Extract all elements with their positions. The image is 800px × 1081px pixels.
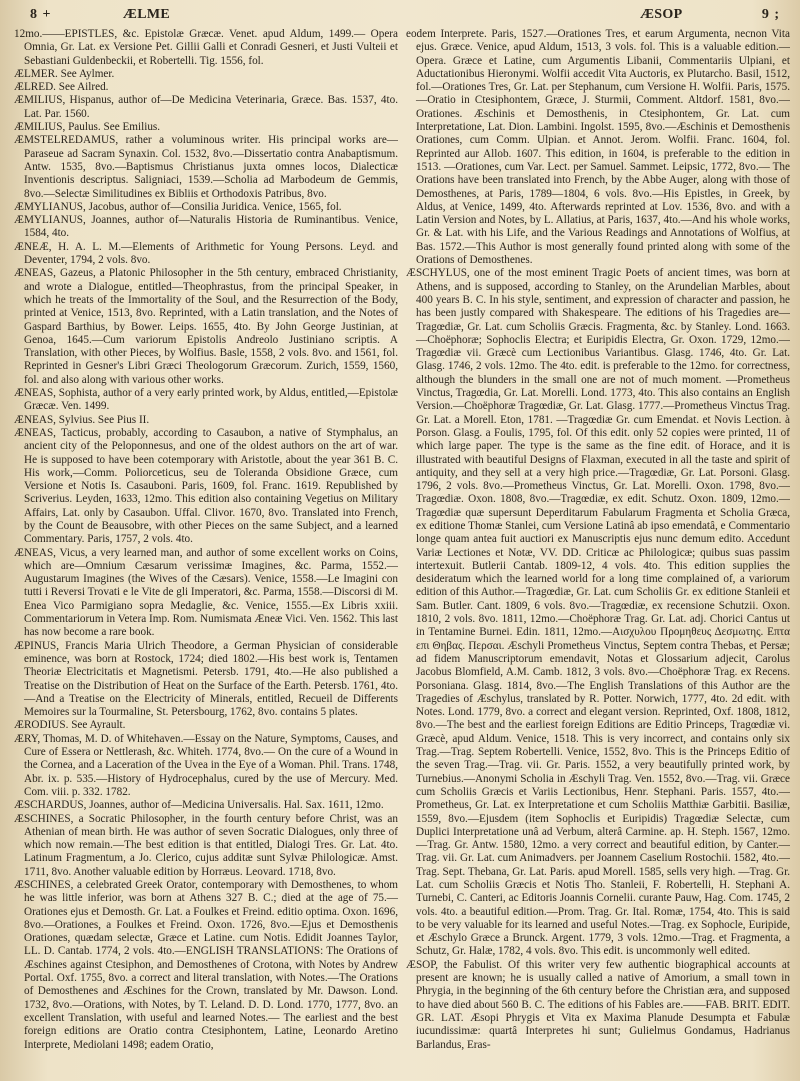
entry-paragraph: ÆLMER. See Aylmer. xyxy=(14,67,115,80)
right-column xyxy=(406,28,790,1077)
entry-paragraph: eodem Interprete. Paris, 1527.—Orationes Tres, et earum Argumenta, necnon Vita ejus. Græce. Venice, apud Aldum, 1513, 3 vols. fol. This is a valuable edition.—Opera. Græce et Latine, cum Argumentis Libanii, Commentariis Ulpiani, et Aductationibus Hieronymi. Wolfii accedit Vita Auctoris, ex Plutarcho. Basil, 1512, fol.—Orationes Tres, Gr. Lat. per Stephanum, cum Versione H. Wolfii. Paris, 1575.—Oratio in Ctesiphontem, Græce, J. Sturmii, Comment. Altdorf. 1581, 8vo.—Orationes. Æschinis et Demosthenis, in Ctesiphontem, Gr. Lat. cum Interpretatione, Lat. Dion. Lambini. Ingolst. 1595, 8vo.—Æschinis et Demosthenis Orationes, cum Comm. Ulpian. et Annot. Jerom. Wolfii. Franc. 1604, fol. Reprinted aur Allob. 1607. This edition, in 1604, is preferable to the edition in 1513. —Orationes, cum Var. Lect. per Samuel. Sammet. Leipsic, 1772, 8vo.— The Orations have been translated into French, by the Abbe Auger, along with those of Demosthenes, at Paris, 1789—1804, 6 vols. 8vo.—His Epistles, in Greek, by Aldus, at Venice, 1499, 4to. Afterwards reprinted at Lov. 1536, 8vo. and with a Latin Version and Notes, by L. Allatius, at Paris, 1637, 4to.—And his whole works, Gr. & Lat. with his Life, and the Various Readings and Annotations of Wolfius, at Bas. 1572.—This Author is most generally found printed along with some of the Orations of Demosthenes. xyxy=(406,28,790,267)
entry-paragraph: ÆNEAS, Vicus, a very learned man, and author of some excellent works on Coins, which are—Omnium Cæsarum verissimæ Imagines, &c. Parma, 1552.—Augustarum Imagines (the Wives of the Cæsars). Venice, 1558.—Le Imagini con tutti i Reversi Trovati e le Vite de gli Imperatori, &c. Parma, 1558.—Discorsi di M. Enea Vico Parmigiano sopra Medaglie, &c. Venice, 1555.—Ex Libris xxiii. Commentariorum in Vetera Imp. Rom. Numismata Æneæ Vici. Ven. 1562. This last has now become a rare book. xyxy=(14,546,398,639)
left-header xyxy=(30,7,170,23)
right-page-number: 9 ; xyxy=(761,7,780,22)
left-column xyxy=(14,28,398,1077)
entry-paragraph: ÆLRED. See Ailred. xyxy=(14,81,109,94)
text-columns xyxy=(14,28,790,1077)
entry-paragraph: ÆMYLIANUS, Jacobus, author of—Consilia Juridica. Venice, 1565, fol. xyxy=(14,200,342,213)
entry-paragraph: ÆNEAS, Sophista, author of a very early printed work, by Aldus, entitled,—Epistolæ Græcæ. Ven. 1499. xyxy=(14,387,398,413)
entry-paragraph: ÆSCHYLUS, one of the most eminent Tragic Poets of ancient times, was born at Athens, and is supposed, according to Stanley, on the Arundelian Marbles, about 400 years B. C. In his style, sentiment, and expression of character and passion, he has been justly compared with Shakespeare. The editions of his Tragedies are—Tragœdiæ, Gr. Lat. cum Scholiis Græcis. Fragmenta, &c. by Stanley. Lond. 1663.—Choëphoræ; Sophoclis Electra; et Euripidis Electra, Gr. Oxon. 1729, 12mo.—Tragœdiæ vii. Græcè cum Lectionibus Variantibus. Glasg. 1746, 4to. Gr. Lat. Glasg. 1746, 2 vols. 12mo. The 4to. edit. is preferable to the 12mo. for correctness, although the blunders in the small one are not of much moment. —Prometheus Vinctus, Tragœdia, Gr. Lat. Morelli. Lond. 1773, 4to. This also contains an English Version.—Choëphoræ Tragœdiæ, Gr. Lat. Glasg. 1777.—Prometheus Vinctus Trag. Gr. Lat. a Morell. Eton, 1781. —Tragœdiæ Gr. cum Emendat. et Novis Lection. à Porson. Glasg. a Foulis, 1795, fol. Of this edit. only 52 copies were printed, 11 of which large paper. The type is the same as the fine edit. of Horace, and it is illustrated with beautiful Designs of Flaxman, executed in all the taste and spirit of antiquity, and they sell at a very high price.—Tragœdiæ, Gr. Lat. Porsoni. Glasg. 1796, 2 vols. 8vo.—Prometheus Vinctus, Gr. Lat. Morelli. Oxon. 1798, 8vo.—Tragœdiæ. Oxon. 1808, 8vo.—Tragœdiæ, ex edit. Schutz. Oxon. 1809, 12mo.—Tragœdiæ quæ supersunt Deperditarum Fabularum Fragmenta et Scholia Græca, ex editione Thomæ Stanlei, cum Versione Latinâ ab ipso emendatâ, e Commentario longe quam antea fuit auctiori ex Manuscriptis ejus nunc demum edito. Accedunt Variæ Lectiones et Notæ, VV. DD. Criticæ ac Philologicæ; quibus suas passim intertexuit. Butlerii Cantab. 1809-12, 4 vols. 4to. This edition supplies the desideratum which the learned world for a long time complained of, a variorum edition of this Author.—Tragœdiæ, Gr. Lat. cum Scholiis Gr. ex editione Stanleii et Sam. Butler. Cant. 1809, 6 vols. 8vo.—Tragœdiæ, ex recensione Schutzii. Oxon. 1810, 2 vols. 8vo. 1811, 12mo.—Choëphoræ Trag. Gr. Lat. adj. Chorici Cantus ut in Tentamine Burnei. Edin. 1811, 12mo.—Αισχυλου Προμηθευς Δεσμωτης. Επτα επι Θηβας. Περσαι. Æschyli Prometheus Vinctus, Septem contra Thebas, et Persæ; ad fidem Manuscriptorum emendavit, Notas et Glossarium adjecit, Carolus Jacobus Blomfield, A.M. Camb. 1812, 3 vols. 8vo.—Choëphoræ Trag. ex Recens. Porsoniana. Glasg. 1814, 8vo.—The English Translations of this Author are the Tragedies of Æschylus, translated by R. Potter. Norwich, 1777, 4to. 2d edit. with Notes. Lond. 1779, 8vo. a correct and elegant version. Reprinted, Oxf. 1808, 1812, 8vo.—The best and the earliest foreign Editions are Editio Princeps, Tragœdiæ vi. Græcè, apud Aldum. Venice, 1518. This is very incorrect, and contains only six Trag.—Trag. Septem Robertelli. Venice, 1552, 8vo. This is the Princeps Editio of the seven Trag.—Trag. vii. Gr. Paris. 1552, a very beautifully printed work, by Turnebius.—Anonymi Scholia in Æschyli Trag. Ven. 1552, 8vo.—Trag. vii. Græce cum Scholiis Græcis et Variis Lectionibus, Henr. Stephani. Paris. 1557, 4to.—Prometheus, Gr. Lat. ex Interpretatione et cum Scholiis Matthiæ Garbitii. Basiliæ, 1559, 8vo.—Ejusdem (item Sophoclis et Euripidis) Tragœdiæ Selectæ, cum Duplici Interpretatione unâ ad Verbum, alterâ Carmine. ap. H. Steph. 1567, 12mo.—Trag. Gr. Antw. 1580, 12mo. a very correct and beautiful edition, by Canter.—Trag. vii. Gr. Lat. cum Animadvers. per Joannem Caselium Rostochii. 1582, 4to.— Trag. Sept. Thebana, Gr. Lat. Paris. apud Morell. 1585, sells very high. —Trag. Gr. Lat. cum Scholiis Græcis et Notis Tho. Stanleii, F. Robertelli, H. Stephani A. Turnebi, C. Canteri, ac Editoris Joannis Cornelii. curante Pauw, Hag. Com. 1745, 2 vols. 4to. a beautiful edition.—Prom. Trag. Gr. Ital. Romæ, 1754, 4to. This is said to be very valuable for its learned and useful Notes.—Trag. ex Sophocle, Euripide, et Æschylo Græce a Brunck. Argent. 1779, 3 vols. 12mo.—Trag. et Fragmenta, a Schutz, Gr. Halæ, 1782, 4 vols. 8vo. This edit. is uncommonly well edited. xyxy=(406,267,790,958)
entry-paragraph: ÆPINUS, Francis Maria Ulrich Theodore, a German Physician of considerable eminence, was born at Rostock, 1724; died 1802.—His best work is, Tentamen Theoriæ Electricitatis et Magnetismi. Petersb. 1791, 4to.—He also published a Treatise on the Distribution of Heat on the Surface of the Earth. Petersb. 1761, 4to.—And a Treatise on the Electricity of Minerals, entitled, Recueil de Differents Memoires sur la Tourmaline, St. Petersbourg, 1762, 8vo. contains 5 plates. xyxy=(14,639,398,719)
entry-paragraph: ÆMILIUS, Paulus. See Emilius. xyxy=(14,121,161,134)
entry-paragraph: ÆNEAS, Tacticus, probably, according to Casaubon, a native of Stymphalus, an ancient city of the Peloponnesus, and one of the oldest authors on the art of war. He is supposed to have been cotemporary with Aristotle, about the year 361 B. C. His work,—Comm. Poliorceticus, seu de Toleranda Obsidione Græce, cum Versione et Notis Is. Casauboni. Paris, 1609, fol. Franc. 1619. Republished by Scriverius. Leyden, 1633, 12mo. This edition also containing Vegetius on Military Affairs, Lat. only by Casaubon. Uffal. Clivor. 1670, 8vo. Translated into French, by the Count de Beausobre, with other Pieces on the same Subject, and a learned Commentary. Paris, 1757, 2 vols. 4to. xyxy=(14,426,398,546)
entry-paragraph: ÆRY, Thomas, M. D. of Whitehaven.—Essay on the Nature, Symptoms, Causes, and Cure of Essera or Nettlerash, &c. Whiteh. 1774, 8vo.— On the cure of a Wound in the Cornea, and a Laceration of the Uvea in the Eye of a Woman. Phil. Trans. 1748, Abr. ix. p. 535.—History of Hydrocephalus, cured by the use of Mercury. Med. Com. viii. p. 332. 1782. xyxy=(14,732,398,798)
right-header xyxy=(640,7,780,23)
running-header xyxy=(30,4,780,26)
entry-paragraph: 12mo.——EPISTLES, &c. Epistolæ Græcæ. Venet. apud Aldum, 1499.— Opera Omnia, Gr. Lat. ex Versione Pet. Gillii Galli et Conradi Gesneri, et Justi Vulteii et Sebastiani Guldenbeckii, et Robertelli. Tig. 1556, fol. xyxy=(14,28,398,67)
entry-paragraph: ÆNEÆ, H. A. L. M.—Elements of Arithmetic for Young Persons. Leyd. and Deventer, 1794, 2 vols. 8vo. xyxy=(14,240,398,267)
entry-paragraph: ÆSCHARDUS, Joannes, author of—Medicina Universalis. Hal. Sax. 1611, 12mo. xyxy=(14,799,384,812)
entry-paragraph: ÆMILIUS, Hispanus, author of—De Medicina Veterinaria, Græce. Bas. 1537, 4to. Lat. Par. 1560. xyxy=(14,94,398,120)
entry-paragraph: ÆSCHINES, a celebrated Greek Orator, contemporary with Demosthenes, to whom he was little inferior, was born at Athens 327 B. C.; died at the age of 75.—Orationes ejus et Demosth. Gr. Lat. a Foulkes et Freind. editio optima. Oxon. 1696, 8vo.—Orationes, a Foulkes et Freind. Oxon. 1726, 8vo.—Ejus et Demosthenis Orationes, quædam selectæ, Græce et Latine. cum Notis. Edidit Joannes Taylor, LL. D. Cantab. 1774, 2 vols. 4to.—ENGLISH TRANSLATIONS: The Orations of Æschines against Ctesiphon, and Demosthenes of Crotona, with Notes by Andrew Portal. Oxf. 1755, 8vo. a correct and literal translation, with Notes.—The Orations of Demosthenes and Æschines for the Crown, translated by Mr. Dawson. Lond. 1732, 8vo.—Orations, with Notes, by T. Leland. D. D. Lond. 1770, 1777, 8vo. an excellent Translation, with useful and learned Notes.— The earliest and the best foreign editions are Oratio contra Ctesiphontem, Latine, Leonardo Aretino Interprete, Mediolani 1498; eadem Oratio, xyxy=(14,879,398,1051)
right-running-word: ÆSOP xyxy=(640,7,683,22)
left-running-word: ÆLME xyxy=(122,7,170,22)
entry-paragraph: ÆMSTELREDAMUS, rather a voluminous writer. His principal works are—Paraseue ad Sacram Synaxin. Col. 1532, 8vo.—Dissertatio contra Anabaptismum. Antw. 1535, 8vo.—Baptismus Christianus juxta omnes locos, Dialecticæ Inventionis descriptus. Saligniaci, 1539.—Scholia ad Marbodeum de Gemmis, 8vo.—Selectæ Similitudines ex Bibliis et Orthodoxis Patribus, 8vo. xyxy=(14,134,398,200)
entry-paragraph: ÆMYLIANUS, Joannes, author of—Naturalis Historia de Ruminantibus. Venice, 1584, 4to. xyxy=(14,214,398,240)
entry-paragraph: ÆNEAS, Sylvius. See Pius II. xyxy=(14,413,150,426)
entry-paragraph: ÆNEAS, Gazeus, a Platonic Philosopher in the 5th century, embraced Christianity, and wrote a Dialogue, entitled—Theophrastus, from the principal Speaker, in which he treats of the Immortality of the Soul, and the Resurrection of the Body, printed at Venice, 1513, 8vo. Reprinted, with a Latin translation, and the Notes of Gaspard Barthius, by Bower. Leips. 1655, 4to. By John George Justinian, at Genoa, 1645.—Cum variorum Epistolis Andreolo Justiniano scriptis. A Translation, with other Pieces, by Wolfius. Basle, 1558, 2 vols. 8vo. and 1561, fol. Reprinted in Gesner's Libri Græci Theologorum Græcorum. Zurich, 1559, 1560, fol. and also along with various other works. xyxy=(14,267,398,386)
entry-paragraph: ÆSCHINES, a Socratic Philosopher, in the fourth century before Christ, was an Athenian of mean birth. He was author of seven Socratic Dialogues, only three of which now remain.—The best edition is that entitled, Dialogi Tres. Gr. Lat. 4to. Latinum Fragmentum, a Jo. Clerico, cujus additæ sunt Sylvæ Philologicæ. Amst. 1711, 8vo. Another valuable edition by Horræus. Leovard. 1718, 8vo. xyxy=(14,812,398,878)
entry-paragraph: ÆRODIUS. See Ayrault. xyxy=(14,719,126,732)
entry-paragraph: ÆSOP, the Fabulist. Of this writer very few authentic biographical accounts at present are known; he is usually called a native of Amorium, a small town in Phrygia, in the beginning of the 6th century before the Christian æra, and supposed to have died about 560 B. C. The editions of his Fables are.——FAB. BRIT. EDIT. GR. LAT. Æsopi Phrygis et Vita ex Maxima Planude Desumpta et Fabulæ iucundissimæ: quartâ Interpretes hi sunt; Gulielmus Gondamus, Hadrianus Barlandus, Eras- xyxy=(406,958,790,1051)
left-page-number: 8 + xyxy=(30,7,52,22)
